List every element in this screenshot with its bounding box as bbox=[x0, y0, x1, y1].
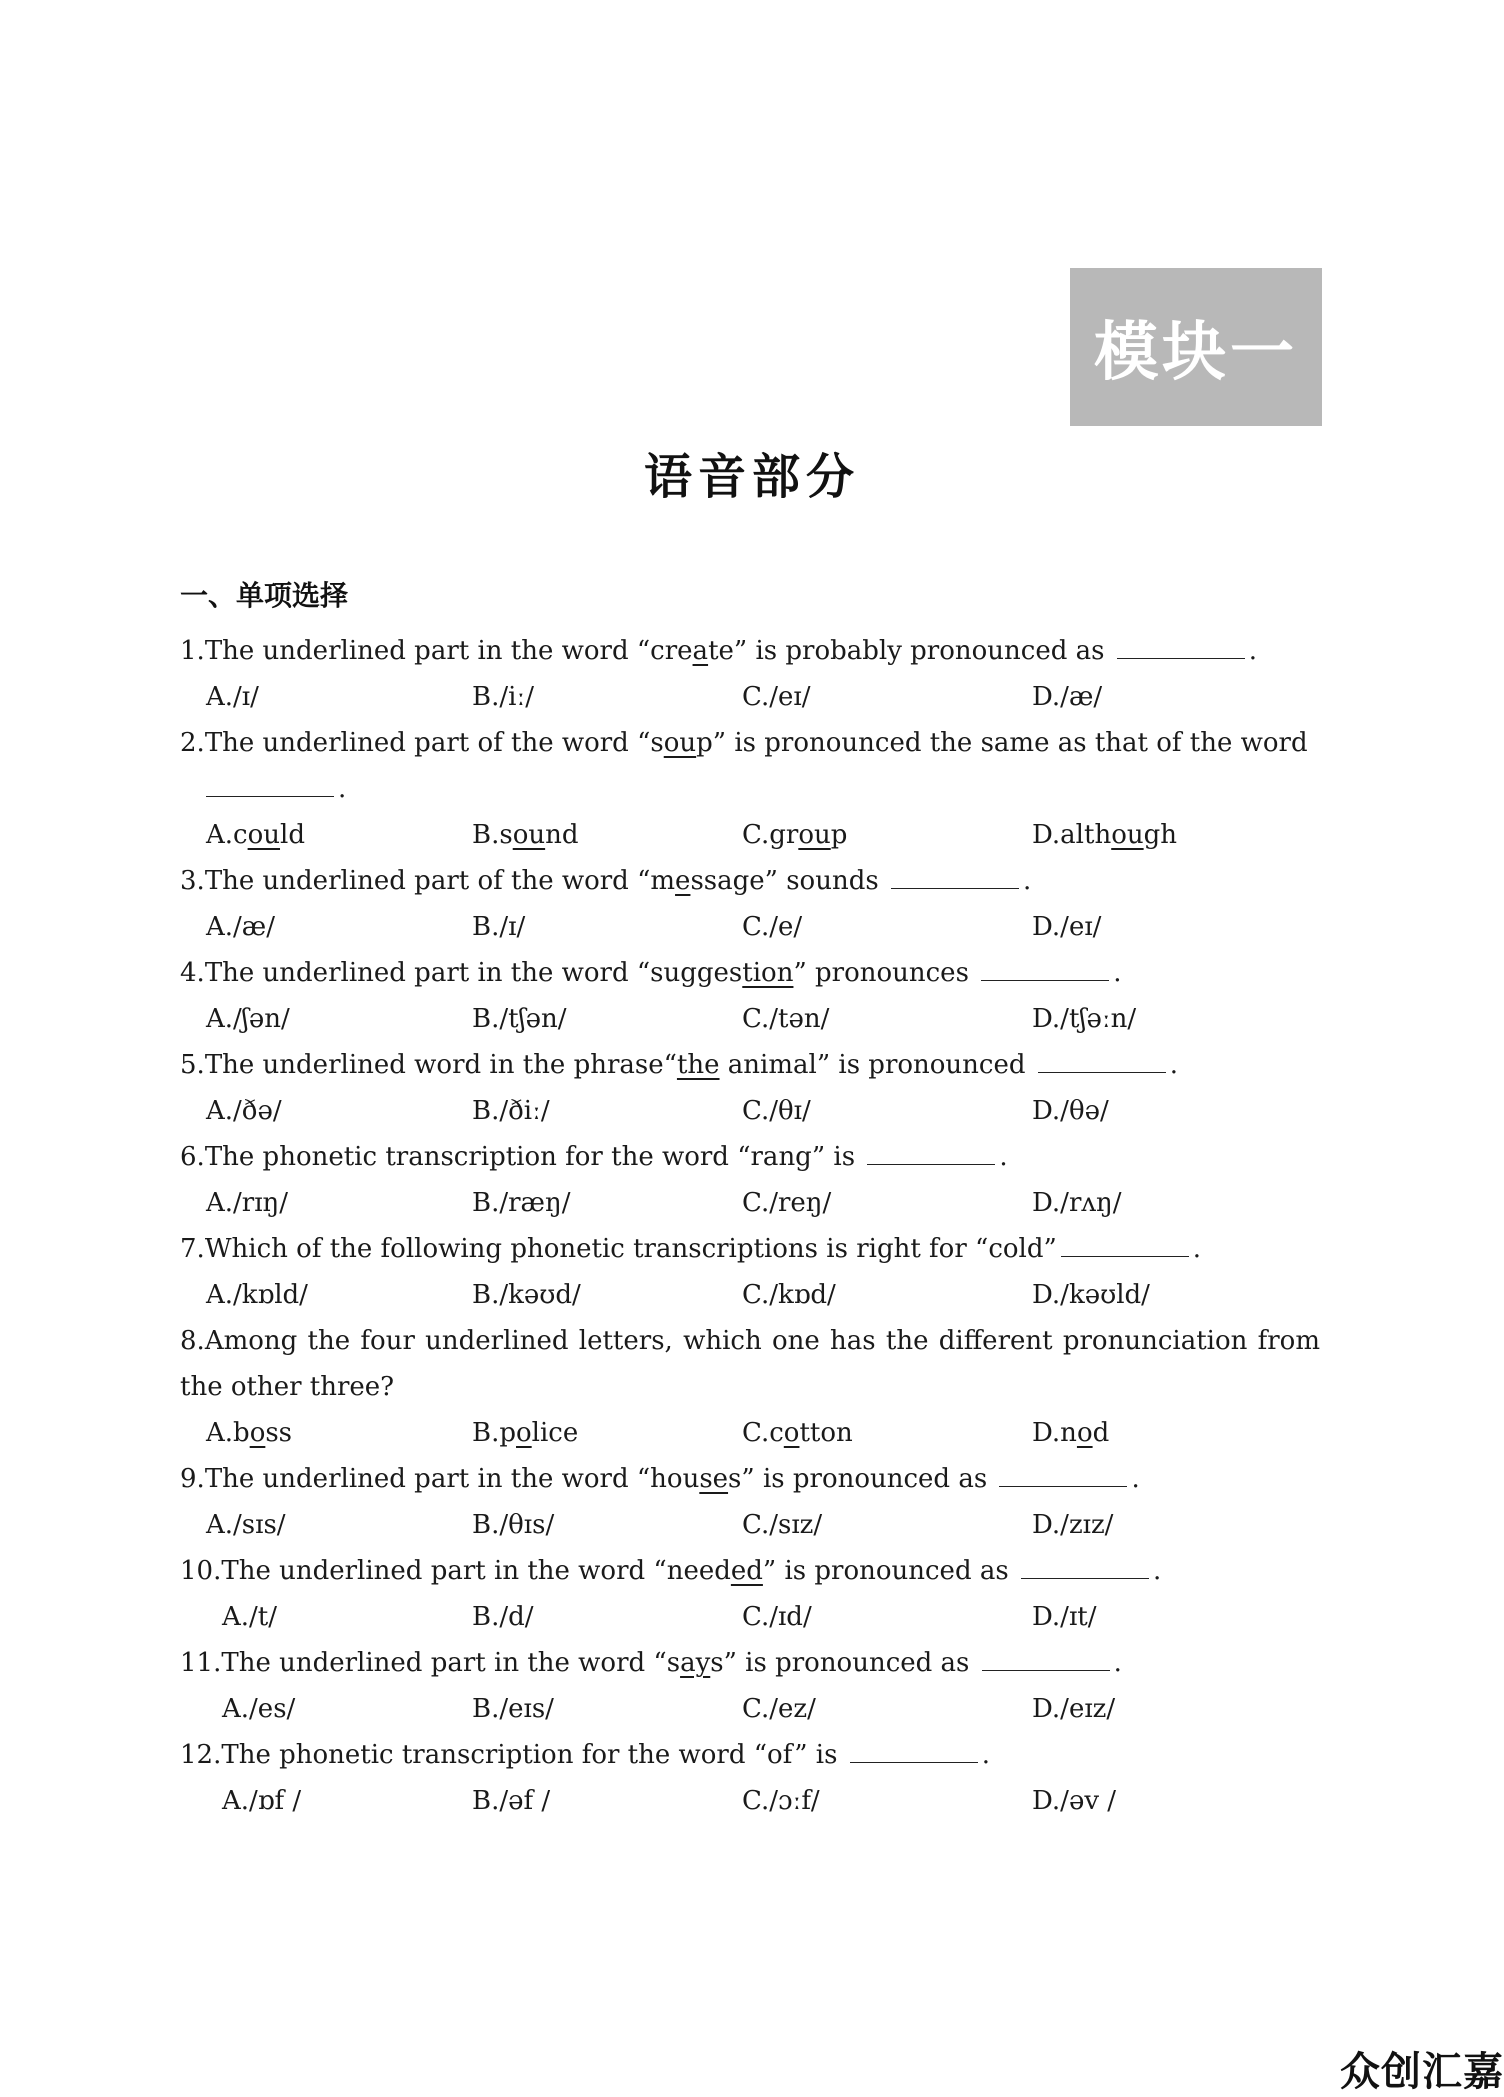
options-row bbox=[180, 1686, 1320, 1732]
option-b[interactable]: B./iː/ bbox=[472, 682, 534, 712]
option-a[interactable]: A./æ/ bbox=[206, 912, 275, 942]
answer-blank[interactable] bbox=[1021, 1552, 1149, 1579]
answer-blank[interactable] bbox=[850, 1736, 978, 1763]
option-a[interactable]: A./sɪs/ bbox=[206, 1510, 286, 1540]
option-d[interactable]: D./ɪt/ bbox=[1032, 1602, 1097, 1632]
option-b[interactable]: B./əf / bbox=[472, 1786, 551, 1816]
option-a[interactable]: A./ðə/ bbox=[206, 1096, 282, 1126]
question-8 bbox=[180, 1318, 1320, 1456]
question-list bbox=[180, 628, 1320, 1824]
option-c[interactable]: C.cotton bbox=[742, 1418, 853, 1448]
options-row bbox=[180, 996, 1320, 1042]
option-a[interactable]: A./ɒf / bbox=[222, 1786, 302, 1816]
options-row bbox=[180, 1502, 1320, 1548]
option-a[interactable]: A./ɪ/ bbox=[206, 682, 259, 712]
answer-blank[interactable] bbox=[981, 954, 1109, 981]
option-c[interactable]: C./reŋ/ bbox=[742, 1188, 832, 1218]
option-d[interactable]: D./eɪz/ bbox=[1032, 1694, 1116, 1724]
question-6 bbox=[180, 1134, 1320, 1226]
option-a[interactable]: A.boss bbox=[206, 1418, 293, 1448]
option-a[interactable]: A./es/ bbox=[222, 1694, 296, 1724]
option-c[interactable]: C./ɪd/ bbox=[742, 1602, 812, 1632]
options-row bbox=[180, 1180, 1320, 1226]
option-c[interactable]: C./tən/ bbox=[742, 1004, 830, 1034]
blank-line: . bbox=[180, 766, 1320, 812]
option-a[interactable]: A.could bbox=[206, 820, 305, 850]
options-row bbox=[180, 1594, 1320, 1640]
option-c[interactable]: C./ez/ bbox=[742, 1694, 816, 1724]
option-a[interactable]: A./ʃən/ bbox=[206, 1004, 290, 1034]
option-a[interactable]: A./kɒld/ bbox=[206, 1280, 308, 1310]
option-b[interactable]: B./eɪs/ bbox=[472, 1694, 554, 1724]
option-b[interactable]: B./ðiː/ bbox=[472, 1096, 550, 1126]
option-d[interactable]: D./əv / bbox=[1032, 1786, 1117, 1816]
question-5 bbox=[180, 1042, 1320, 1134]
question-stem: 12.The phonetic transcription for the word “of” is . bbox=[180, 1732, 1320, 1778]
watermark-logo: 众创汇嘉 bbox=[1340, 2049, 1504, 2095]
question-3 bbox=[180, 858, 1320, 950]
options-row bbox=[180, 1272, 1320, 1318]
option-d[interactable]: D./θə/ bbox=[1032, 1096, 1109, 1126]
answer-blank[interactable] bbox=[1117, 632, 1245, 659]
option-b[interactable]: B./d/ bbox=[472, 1602, 534, 1632]
option-d[interactable]: D./kəʊld/ bbox=[1032, 1280, 1150, 1310]
option-b[interactable]: B./ræŋ/ bbox=[472, 1188, 571, 1218]
question-stem: 10.The underlined part in the word “needed” is pronounced as . bbox=[180, 1548, 1320, 1594]
answer-blank[interactable] bbox=[982, 1644, 1110, 1671]
question-11 bbox=[180, 1640, 1320, 1732]
option-c[interactable]: C./eɪ/ bbox=[742, 682, 811, 712]
question-12 bbox=[180, 1732, 1320, 1824]
option-b[interactable]: B./tʃən/ bbox=[472, 1004, 567, 1034]
answer-blank[interactable] bbox=[867, 1138, 995, 1165]
option-a[interactable]: A./t/ bbox=[222, 1602, 278, 1632]
question-stem: 1.The underlined part in the word “create” is probably pronounced as . bbox=[180, 628, 1320, 674]
question-9 bbox=[180, 1456, 1320, 1548]
option-c[interactable]: C./θɪ/ bbox=[742, 1096, 811, 1126]
question-stem: 3.The underlined part of the word “message” sounds . bbox=[180, 858, 1320, 904]
option-c[interactable]: C./e/ bbox=[742, 912, 803, 942]
module-label: 模块一 bbox=[1094, 316, 1298, 390]
option-d[interactable]: D./zɪz/ bbox=[1032, 1510, 1114, 1540]
options-row bbox=[180, 674, 1320, 720]
options-row bbox=[180, 1410, 1320, 1456]
question-stem: 6.The phonetic transcription for the word “rang” is . bbox=[180, 1134, 1320, 1180]
question-stem: 7.Which of the following phonetic transcriptions is right for “cold” . bbox=[180, 1226, 1320, 1272]
question-4 bbox=[180, 950, 1320, 1042]
answer-blank[interactable] bbox=[891, 862, 1019, 889]
option-d[interactable]: D./tʃəːn/ bbox=[1032, 1004, 1137, 1034]
question-stem: 11.The underlined part in the word “says” is pronounced as . bbox=[180, 1640, 1320, 1686]
option-d[interactable]: D./rʌŋ/ bbox=[1032, 1188, 1122, 1218]
module-badge bbox=[1070, 268, 1322, 426]
question-10 bbox=[180, 1548, 1320, 1640]
question-stem: 5.The underlined word in the phrase“the animal” is pronounced . bbox=[180, 1042, 1320, 1088]
option-c[interactable]: C.group bbox=[742, 820, 848, 850]
option-d[interactable]: D./eɪ/ bbox=[1032, 912, 1102, 942]
option-b[interactable]: B./ɪ/ bbox=[472, 912, 526, 942]
question-2 bbox=[180, 720, 1320, 858]
option-b[interactable]: B.sound bbox=[472, 820, 579, 850]
answer-blank[interactable] bbox=[206, 770, 334, 797]
question-stem: 8.Among the four underlined letters, which one has the different pronunciation from the other three? bbox=[180, 1326, 1320, 1402]
option-b[interactable]: B./θɪs/ bbox=[472, 1510, 555, 1540]
option-d[interactable]: D.although bbox=[1032, 820, 1177, 850]
option-c[interactable]: C./sɪz/ bbox=[742, 1510, 823, 1540]
options-row bbox=[180, 904, 1320, 950]
question-1 bbox=[180, 628, 1320, 720]
question-stem: 4.The underlined part in the word “suggestion” pronounces . bbox=[180, 950, 1320, 996]
answer-blank[interactable] bbox=[1038, 1046, 1166, 1073]
section-heading: 一、单项选择 bbox=[180, 579, 349, 612]
option-a[interactable]: A./rɪŋ/ bbox=[206, 1188, 289, 1218]
option-b[interactable]: B.police bbox=[472, 1418, 579, 1448]
page-title: 语音部分 bbox=[643, 449, 860, 505]
option-d[interactable]: D./æ/ bbox=[1032, 682, 1103, 712]
option-c[interactable]: C./kɒd/ bbox=[742, 1280, 836, 1310]
answer-blank[interactable] bbox=[999, 1460, 1127, 1487]
options-row bbox=[180, 1778, 1320, 1824]
question-stem: 9.The underlined part in the word “houses” is pronounced as . bbox=[180, 1456, 1320, 1502]
question-7 bbox=[180, 1226, 1320, 1318]
option-c[interactable]: C./ɔːf/ bbox=[742, 1786, 820, 1816]
option-b[interactable]: B./kəʊd/ bbox=[472, 1280, 581, 1310]
option-d[interactable]: D.nod bbox=[1032, 1418, 1110, 1448]
answer-blank[interactable] bbox=[1061, 1230, 1189, 1257]
options-row bbox=[180, 812, 1320, 858]
options-row bbox=[180, 1088, 1320, 1134]
question-stem: 2.The underlined part of the word “soup” is pronounced the same as that of the word bbox=[180, 728, 1308, 758]
